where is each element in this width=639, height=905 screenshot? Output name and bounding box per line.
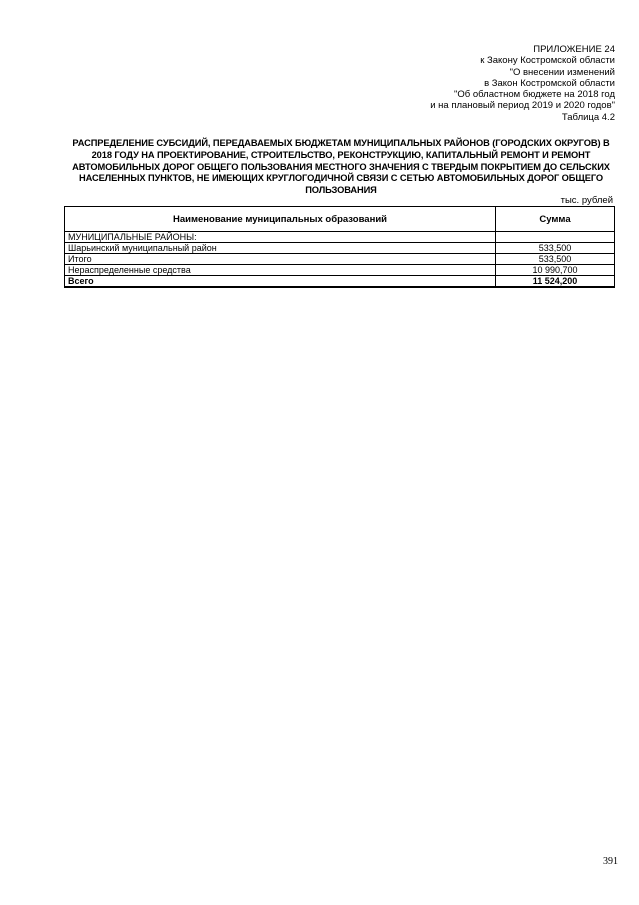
table-row xyxy=(65,265,615,276)
appendix-line: и на плановый период 2019 и 2020 годов" xyxy=(430,100,615,112)
appendix-line: "О внесении изменений xyxy=(509,66,615,78)
document-title: РАСПРЕДЕЛЕНИЕ СУБСИДИЙ, ПЕРЕДАВАЕМЫХ БЮДЖЕТАМ МУНИЦИПАЛЬНЫХ РАЙОНОВ (ГОРОДСКИХ ОКРУГОВ) В 2018 ГОДУ НА ПРОЕКТИРОВАНИЕ, СТРОИТЕЛЬСТВО, РЕКОНСТРУКЦИЮ, КАПИТАЛЬНЫЙ РЕМОНТ И РЕМОНТ АВТОМОБИЛЬНЫХ ДОРОГ ОБЩЕГО ПОЛЬЗОВАНИЯ МЕСТНОГО ЗНАЧЕНИЯ С ТВЕРДЫМ ПОКРЫТИЕМ ДО СЕЛЬСКИХ НАСЕЛЕННЫХ ПУНКТОВ, НЕ ИМЕЮЩИХ КРУГЛОГОДИЧНОЙ СВЯЗИ С СЕТЬЮ АВТОМОБИЛЬНЫХ ДОРОГ ОБЩЕГО ПОЛЬЗОВАНИЯ xyxy=(72,138,610,196)
row-value: 533,500 xyxy=(496,254,615,265)
total-value: 11 524,200 xyxy=(496,276,615,288)
table-total-row xyxy=(65,276,615,288)
column-header-name: Наименование муниципальных образований xyxy=(65,207,496,232)
appendix-line: "Об областном бюджете на 2018 год xyxy=(454,89,615,101)
appendix-line: к Закону Костромской области xyxy=(480,55,615,67)
row-value xyxy=(496,232,615,243)
appendix-header xyxy=(430,44,615,123)
table-row xyxy=(65,243,615,254)
row-name: МУНИЦИПАЛЬНЫЕ РАЙОНЫ: xyxy=(65,232,496,243)
total-label: Всего xyxy=(65,276,496,288)
table-row xyxy=(65,232,615,243)
page-number: 391 xyxy=(603,856,618,867)
units-label: тыс. рублей xyxy=(560,195,613,206)
row-value: 10 990,700 xyxy=(496,265,615,276)
row-name: Шарьинский муниципальный район xyxy=(65,243,496,254)
table-row xyxy=(65,254,615,265)
column-header-sum: Сумма xyxy=(496,207,615,232)
appendix-number: ПРИЛОЖЕНИЕ 24 xyxy=(533,44,615,55)
row-name: Нераспределенные средства xyxy=(65,265,496,276)
table-header-row xyxy=(65,207,615,232)
table-number: Таблица 4.2 xyxy=(561,111,615,123)
row-value: 533,500 xyxy=(496,243,615,254)
subsidy-table xyxy=(64,206,615,288)
row-name: Итого xyxy=(65,254,496,265)
appendix-line: в Закон Костромской области xyxy=(484,77,615,89)
